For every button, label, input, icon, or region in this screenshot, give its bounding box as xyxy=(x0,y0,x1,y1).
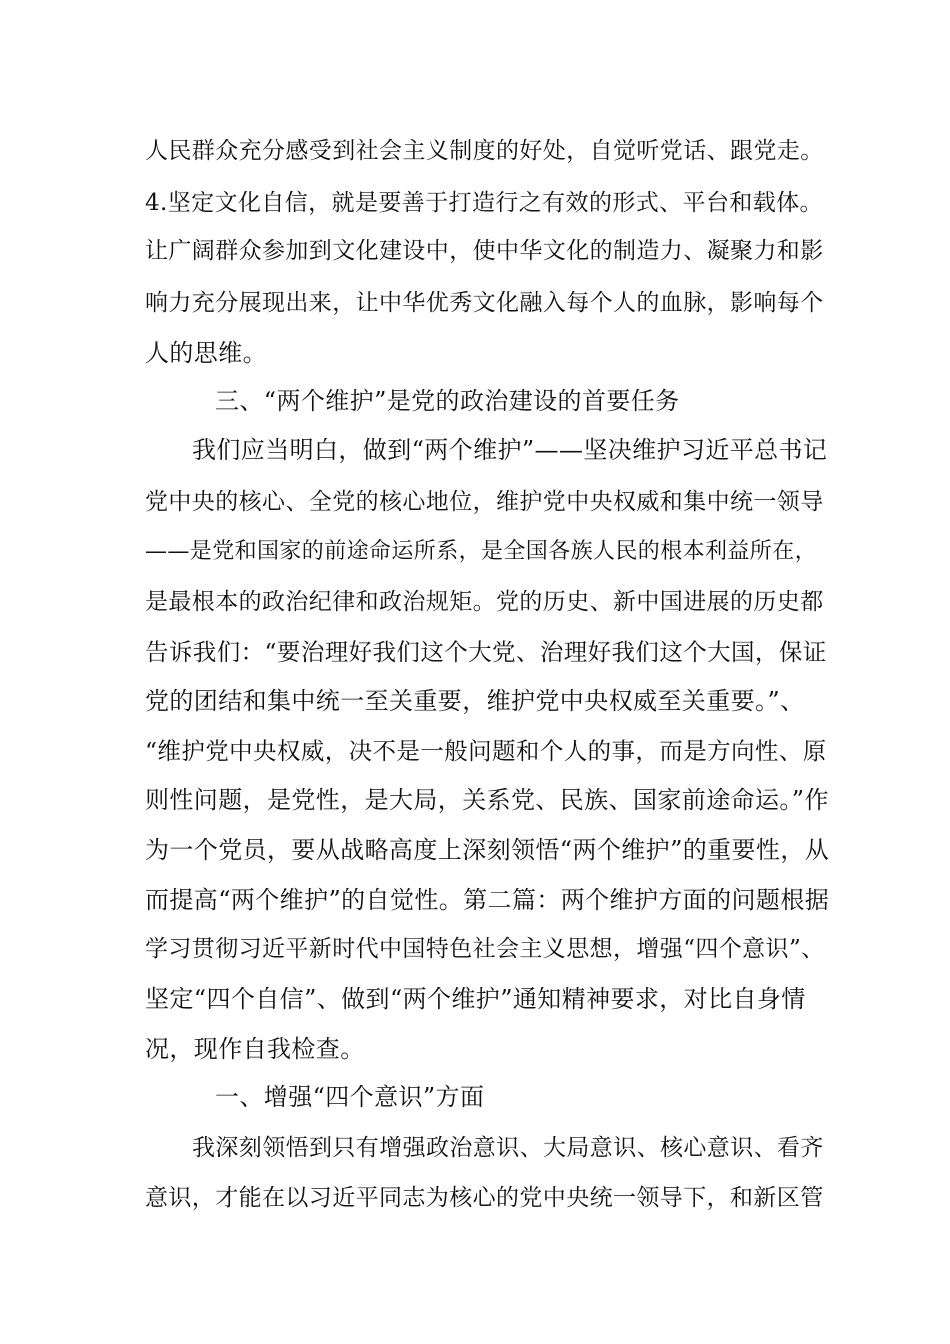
body-text-line: 响力充分展现出来，让中华优秀文化融入每个人的血脉，影响每个 xyxy=(145,290,824,316)
numbered-item-line: 4.坚定文化自信，就是要善于打造行之有效的形式、平台和载体。 xyxy=(145,190,823,216)
body-text-line: 坚定“四个自信”、做到“两个维护”通知精神要求，对比自身情 xyxy=(145,985,806,1013)
body-text-line: 意识，才能在以习近平同志为核心的党中央统一领导下，和新区管 xyxy=(145,1185,824,1211)
body-text-line: ——是党和国家的前途命运所系，是全国各族人民的根本利益所在， xyxy=(145,539,818,564)
body-text-line: 为一个党员，要从战略高度上深刻领悟“两个维护”的重要性，从 xyxy=(145,836,830,864)
paragraph-first-line: 我深刻领悟到只有增强政治意识、大局意识、核心意识、看齐 xyxy=(192,1135,824,1161)
section-heading-three: 三、“两个维护”是党的政治建设的首要任务 xyxy=(215,387,680,415)
body-text-line: 学习贯彻习近平新时代中国特色社会主义思想，增强“四个意识”、 xyxy=(145,936,825,962)
body-text-line: 告诉我们：“要治理好我们这个大党、治理好我们这个大国，保证 xyxy=(145,638,827,666)
body-text-line: 党中央的核心、全党的核心地位，维护党中央权威和集中统一领导 xyxy=(145,489,824,515)
body-text-line: 党的团结和集中统一至关重要，维护党中央权威至关重要。”、 xyxy=(145,687,805,715)
section-heading-one: 一、增强“四个意识”方面 xyxy=(215,1083,485,1111)
body-text-line: 况，现作自我检查。 xyxy=(145,1035,365,1063)
body-text-line: “维护党中央权威，决不是一般问题和个人的事，而是方向性、原 xyxy=(145,737,827,765)
paragraph-first-line: 我们应当明白，做到“两个维护”——坚决维护习近平总书记 xyxy=(192,436,828,464)
body-text-line: 人民群众充分感受到社会主义制度的好处，自觉听党话、跟党走。 xyxy=(145,138,824,164)
body-text-line: 是最根本的政治纪律和政治规矩。党的历史、新中国进展的历史都 xyxy=(145,589,824,615)
body-text-line: 则性问题，是党性，是大局，关系党、民族、国家前途命运。”作 xyxy=(145,786,829,814)
body-text-line: 让广阔群众参加到文化建设中，使中华文化的制造力、凝聚力和影 xyxy=(145,238,824,264)
body-text-line: 而提高“两个维护”的自觉性。第二篇：两个维护方面的问题根据 xyxy=(145,886,830,914)
body-text-line: 人的思维。 xyxy=(145,339,267,367)
